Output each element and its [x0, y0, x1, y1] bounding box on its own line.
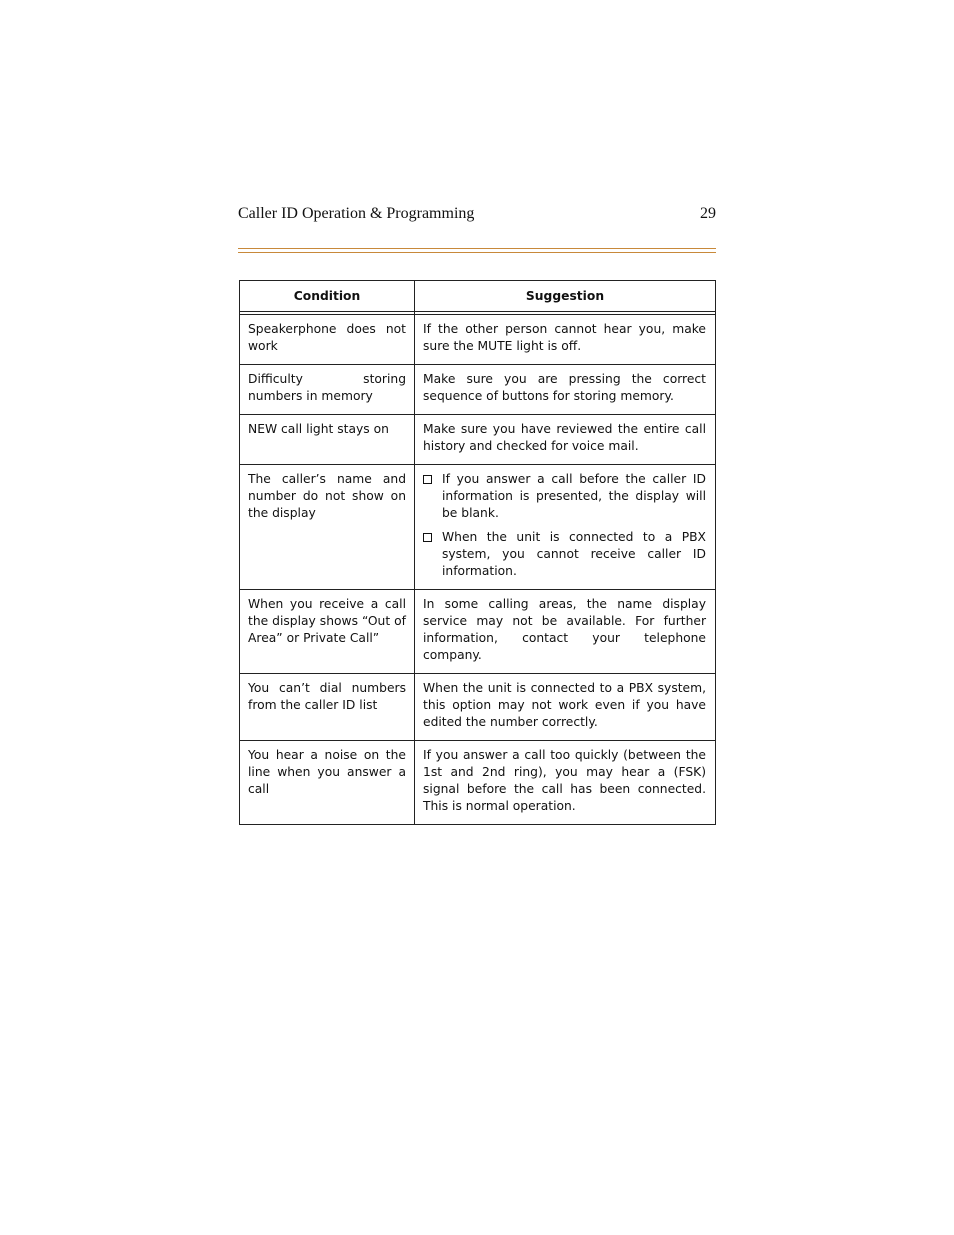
table-row: [240, 415, 716, 465]
header-rule-bottom: [238, 252, 716, 253]
condition-cell: Difficulty storing numbers in memory: [240, 365, 415, 415]
suggestion-cell: If the other person cannot hear you, make sure the MUTE light is off.: [415, 315, 716, 365]
checkbox-bullet-icon: [423, 475, 432, 484]
suggestion-cell: [415, 465, 716, 590]
suggestion-cell: If you answer a call too quickly (between the 1st and 2nd ring), you may hear a (FSK) signal before the call has been connected. This is normal operation.: [415, 741, 716, 825]
checkbox-bullet-icon: [423, 533, 432, 542]
condition-cell: The caller’s name and number do not show on the display: [240, 465, 415, 590]
header-rule-top: [238, 248, 716, 249]
table-row: [240, 365, 716, 415]
suggestion-cell: Make sure you are pressing the correct sequence of buttons for storing memory.: [415, 365, 716, 415]
suggestion-cell: Make sure you have reviewed the entire call history and checked for voice mail.: [415, 415, 716, 465]
table-row: [240, 741, 716, 825]
table-row: [240, 674, 716, 741]
bullet-text: If you answer a call before the caller ID information is presented, the display will be blank.: [442, 472, 706, 520]
condition-cell: Speakerphone does not work: [240, 315, 415, 365]
table-row: [240, 315, 716, 365]
chapter-title: Caller ID Operation & Programming: [238, 205, 475, 222]
page-header: [238, 205, 716, 227]
suggestion-cell: In some calling areas, the name display service may not be available. For further information, contact your telephone company.: [415, 590, 716, 674]
suggestion-cell: When the unit is connected to a PBX system, this option may not work even if you have edited the number correctly.: [415, 674, 716, 741]
page-number: 29: [700, 205, 716, 222]
column-header-suggestion: Suggestion: [415, 281, 716, 312]
condition-cell: NEW call light stays on: [240, 415, 415, 465]
condition-cell: You can’t dial numbers from the caller ID list: [240, 674, 415, 741]
condition-cell: You hear a noise on the line when you answer a call: [240, 741, 415, 825]
bullet-item: [423, 471, 706, 522]
condition-cell: When you receive a call the display shows “Out of Area” or Private Call”: [240, 590, 415, 674]
troubleshooting-table: [239, 280, 716, 825]
table-row: [240, 590, 716, 674]
bullet-text: When the unit is connected to a PBX system, you cannot receive caller ID information.: [442, 530, 706, 578]
table-header-row: [240, 281, 716, 312]
table-row: [240, 465, 716, 590]
bullet-item: [423, 529, 706, 580]
column-header-condition: Condition: [240, 281, 415, 312]
